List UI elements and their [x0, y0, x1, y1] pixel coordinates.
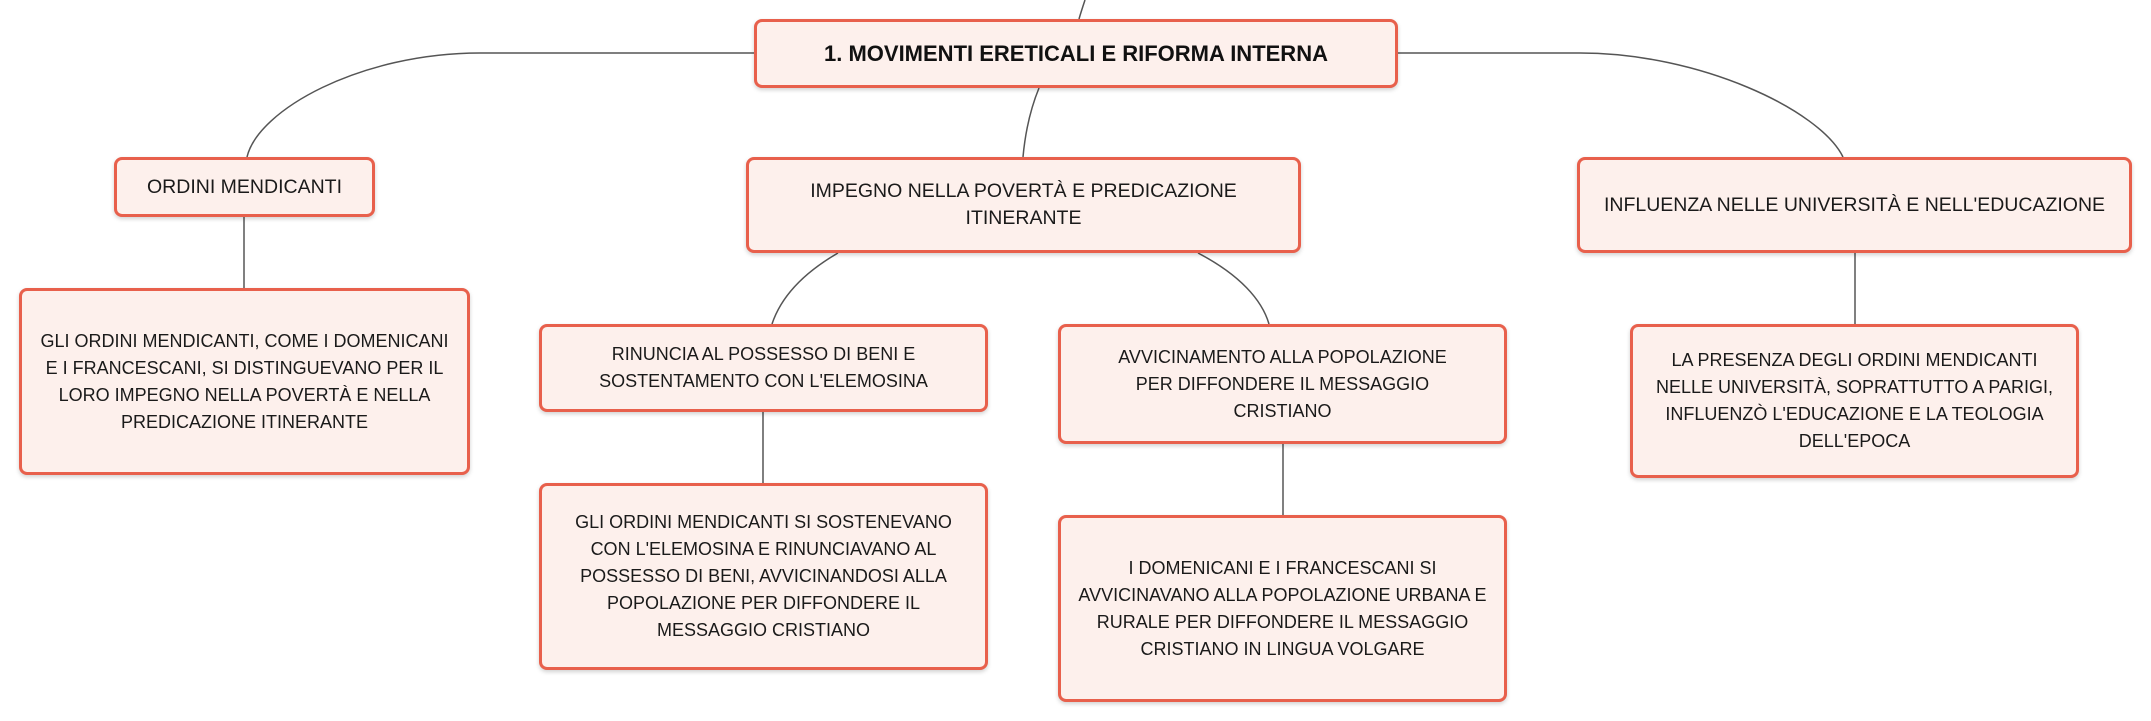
detail-avvicinamento-popolazione-label: I DOMENICANI E I FRANCESCANI SI AVVICINAVANO ALLA POPOLAZIONE URBANA E RURALE PER DIFFONDERE IL MESSAGGIO CRISTIANO IN LINGUA VOLGARE — [1078, 557, 1487, 659]
detail-ordini-mendicanti[interactable] — [19, 288, 470, 475]
connector-root-parent — [1079, 0, 1085, 19]
detail-ordini-mendicanti-label: GLI ORDINI MENDICANTI, COME I DOMENICANI E I FRANCESCANI, SI DISTINGUEVANO PER IL LORO IMPEGNO NELLA POVERTÀ E NELLA PREDICAZIONE ITINERANTE — [40, 330, 449, 432]
root-topic-label: 1. MOVIMENTI ERETICALI E RIFORMA INTERNA — [824, 41, 1328, 66]
detail-rinuncia-beni-label: GLI ORDINI MENDICANTI SI SOSTENEVANO CON L'ELEMOSINA E RINUNCIAVANO AL POSSESSO DI BENI, AVVICINANDOSI ALLA POPOLAZIONE PER DIFFONDERE IL MESSAGGIO CRISTIANO — [575, 512, 952, 640]
topic-ordini-mendicanti[interactable] — [114, 157, 375, 217]
connector-root-impegno — [1023, 88, 1039, 157]
subtopic-rinuncia-beni[interactable] — [539, 324, 988, 412]
topic-impegno-poverta[interactable] — [746, 157, 1301, 253]
root-topic[interactable] — [754, 19, 1398, 88]
connector-root-ordini — [247, 53, 754, 157]
detail-rinuncia-beni[interactable] — [539, 483, 988, 670]
subtopic-avvicinamento-popolazione[interactable] — [1058, 324, 1507, 444]
connector-impegno-rinuncia — [772, 253, 838, 324]
detail-influenza-universita-label: LA PRESENZA DEGLI ORDINI MENDICANTI NELLE UNIVERSITÀ, SOPRATTUTTO A PARIGI, INFLUENZÒ L'EDUCAZIONE E LA TEOLOGIA DELL'EPOCA — [1655, 350, 2054, 451]
connector-impegno-avvicinamento — [1198, 253, 1269, 324]
detail-influenza-universita[interactable] — [1630, 324, 2079, 478]
connector-root-influenza — [1398, 53, 1843, 157]
topic-impegno-poverta-label: IMPEGNO NELLA POVERTÀ E PREDICAZIONE ITINERANTE — [810, 180, 1237, 229]
topic-ordini-mendicanti-label: ORDINI MENDICANTI — [147, 175, 342, 198]
subtopic-avvicinamento-popolazione-label: AVVICINAMENTO ALLA POPOLAZIONE PER DIFFONDERE IL MESSAGGIO CRISTIANO — [1118, 346, 1447, 421]
topic-influenza-universita-label: INFLUENZA NELLE UNIVERSITÀ E NELL'EDUCAZIONE — [1603, 193, 2106, 216]
topic-influenza-universita[interactable] — [1577, 157, 2132, 253]
subtopic-rinuncia-beni-label: RINUNCIA AL POSSESSO DI BENI E SOSTENTAMENTO CON L'ELEMOSINA — [599, 344, 928, 391]
detail-avvicinamento-popolazione[interactable] — [1058, 515, 1507, 702]
